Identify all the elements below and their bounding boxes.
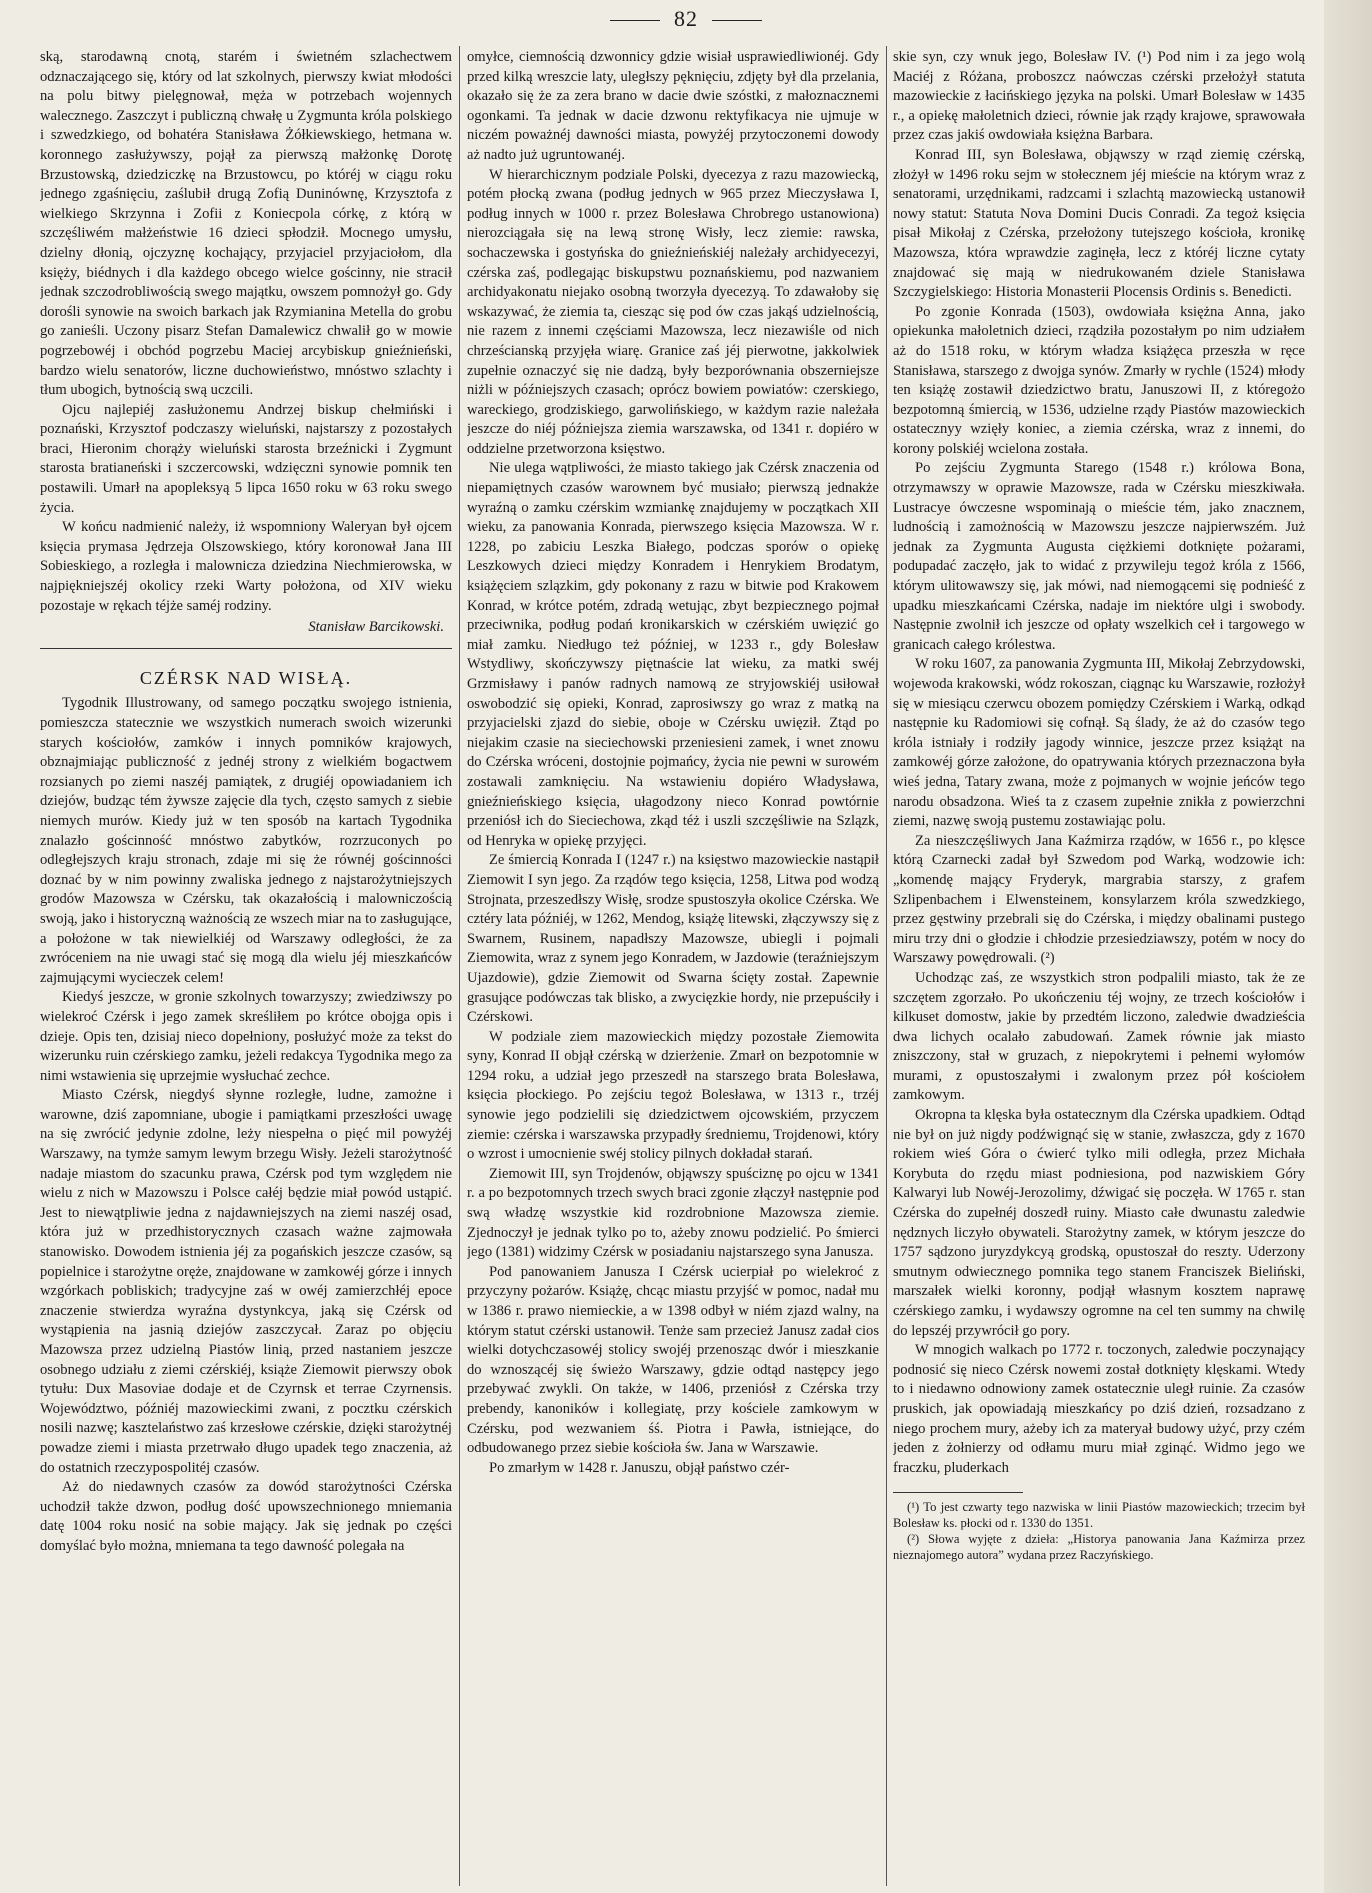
column-left <box>40 48 452 1883</box>
paragraph: Pod panowaniem Janusza I Czérsk ucierpiał po wielekroć z przyczyny pożarów. Książę, chcąc miastu przyjść w pomoc, nadał mu w 1386 r. prawo niemieckie, a w 1398 odbył w niém zjazd walny, na którym statut czérski ustanowił. Tenże sam przecież Janusz zadał cios wielki dotychczasowéj stolicy swojéj przenosząc dwór i mieszkanie do wznoszącéj się świeżo Warszawy, gdzie odtąd następcy jego przebywać zwykli. On także, w 1406, przeniósł z Czérska trzy prebendy, kanoników i kollegiatę, przy kościele zamkowym w Czérsku, pod wezwaniem śś. Piotra i Pawła, istniejące, do odbudowanego przez siebie kościoła św. Jana w Warszawie. <box>467 1263 879 1457</box>
paragraph: Ojcu najlepiéj zasłużonemu Andrzej biskup chełmiński i poznański, Krzysztof podczaszy wieluński, najstarszy z pozostałych braci, Hieronim chorąży wieluński starosta brzeźnicki i Zygmunt starosta bratianeński i szczercowski, wdzięczni synowie pomnik ten postawili. Umarł na apopleksyą 5 lipca 1650 roku w 63 roku swego życia. <box>40 401 452 516</box>
paragraph: W podziale ziem mazowieckich między pozostałe Ziemowita syny, Konrad II objął czérską w dzierżenie. Zmarł on bezpotomnie w 1294 roku, a udział jego przeszedł na starszego brata Bolesława, księcia płockiego. Po zejściu tegoż Bolesława, w 1313 r., trzéj synowie jego podzielili się dziedzictwem ojcowskiém, przyczem ziemie: czérska i warszawska przypadły średniemu, Trojdenowi, który o wzrost i umocnienie swéj stolicy pilnych dokładał starań. <box>467 1028 879 1163</box>
paragraph: Za nieszczęśliwych Jana Kaźmirza rządów, w 1656 r., po klęsce którą Czarnecki zadał był Szwedom pod Warką, wodzowie ich: „komendę mający Fryderyk, margrabia starszy, z grafem Szlipenbachem i Elwensteinem, konsylarzem króla szwedzkiego, przez gęstwiny przebrali się do Czérska, i między obalinami pustego miru trzy dni o głodzie i chłodzie przesiedziawszy, potém w nocy do Warszawy powędrowali. (²) <box>893 832 1305 967</box>
column-right <box>893 48 1305 1883</box>
footnote-separator <box>893 1492 1023 1493</box>
paragraph: Nie ulega wątpliwości, że miasto takiego jak Czérsk znaczenia od niepamiętnych czasów warownem być musiało; pierwszą jednakże wyraźną o zamku czérskim wzmiankę znajdujemy w początkach XII wieku, za panowania Konrada, pierwszego księcia Mazowsza. W r. 1228, po zabiciu Leszka Białego, podczas sporów o opiekę Leszkowych dzieci między Konradem i Henrykiem Brodatym, książęciem szlązkim, gdy pokonany z razu w bitwie pod Krakowem Konrad, w krótce potém, zdradą wetując, zbyt bezpiecznego pojmał przeciwnika, podług podań kronikarskich w czérskiém uwięzić go miał zamku. Niedługo też później, w 1233 r., gdy Bolesław Wstydliwy, skończywszy piętnaście lat wieku, za matki swéj Grzmisławy i panów radnych namową ze stryjowskiéj usiłował oswobodzić się opieki, Konrad, zaprosiwszy go wraz z matką na przyjacielski zjazd do siebie, oboje w Czérsku uwięził. Ztąd po niejakim czasie na sieciechowski przeniesieni zamek, i wnet znowu do Czérska wróceni, dostojnie pojmańcy, życia nie pewni w surowém zostawali zamknięciu. Na wstawieniu dopiéro Władysława, gnieźnieńskiego księcia, ułagodzony nieco Konrad powtórnie przeniósł ich do Sieciechowa, zkąd téż i uszli szczęśliwie na Szlązk, od Henryka w opiekę przyjęci. <box>467 460 879 849</box>
paragraph: W mnogich walkach po 1772 r. toczonych, zaledwie poczynający podnosić się nieco Czérsk nowemi został dotknięty klęskami. Wtedy to i niedawno odnowiony zamek ostatecznie uległ ruinie. Za czasów pruskich, jak opowiadają mieszkańcy po dziś dzień, rozsadzano z niego prochem mury, ażeby ich za materyał budowy użyć, przy czém jeden z żołnierzy od odłamu muru miał zginąć. Widmo jego we fraczku, pluderkach <box>893 1342 1305 1476</box>
paragraph: Po zmarłym w 1428 r. Januszu, objął państwo czér- <box>489 1459 790 1476</box>
paragraph: Miasto Czérsk, niegdyś słynne rozległe, ludne, zamożne i warowne, dziś zapomniane, ubogie i pamiątkami przeszłości uwagę na się zwrócić jedynie zdolne, leży niespełna o pięć mil powyżéj Warszawy, na tymże samym lewym brzegu Wisły. Jeżeli starożytność nadaje miastom do szacunku prawa, Czérsk pod tym względem nie wielu z nich w Mazowszu i Polsce całéj będzie miał powód ustąpić. Jest to niewątpliwie jedna z najdawniejszych na ziemi naszéj osad, która już w przedhistorycznych czasach ważne zajmowała stanowisko. Dowodem istnienia jéj za pogańskich jeszcze czasów, są popielnice i starożytne oręże, znajdowane w zamkowéj górze i innych wzgórkach pobliskich; tradycyjne zaś w owéj zamierzchłéj epoce znaczenie stwierdza wyraźna dystynkcya, jaką się Czérsk od wystąpienia na jasnią dziejów zaszczycał. Zaraz po objęciu Mazowsza przez udzielną Piastów linią, przed nastaniem jeszcze osobnego udziału z ziemi czérskiéj, książe Ziemowit pierwszy obok tytułu: Dux Masoviae dodaje et de Czyrnsk et terrae Czyrnensis. Województwo, późniéj mazowieckimi zwani, z pocztku czérskich nosili nazwę; kasztelaństwo zaś krzesłowe czérskie, dzięki starożytnéj powadze ziemi i miasta przetrwało długo upadek tego znaczenia, aż do ostatnich rzeczypospolitéj czasów. <box>40 1087 452 1476</box>
paragraph: Po zgonie Konrada (1503), owdowiała księżna Anna, jako opiekunka małoletnich dzieci, rządziła pozostałym po nim udziałem aż do 1518 roku, w którym władza książęca przeszła w ręce Stanisława, starszego z dwojga synów. Zmarły w rychle (1524) młody ten książę zostawił dziedzictwo bratu, Januszowi II, z któregożo bezpotomną śmiercią, w 1536, udzielne rządy Piastów mazowieckich ostatecznyy wzięły koniec, a ziemia czérska, wraz z innemi, do korony polskiéj wcielona została. <box>893 303 1305 457</box>
paragraph: Uchodząc zaś, ze wszystkich stron podpalili miasto, tak że ze szczętem zgorzało. Po ukończeniu téj wojny, ze trzech kościołów i kilkuset domostw, jakie by przedtém liczono, zaledwie dwadzieścia dwa lichych ocalało zabudowań. Zamek równie jak miasto zniszczony, stał w gruzach, z niepokrytemi i pełnemi wyłomów murami, z opustoszałymi i zwalonym przez pół kościołem zamkowym. <box>893 969 1305 1104</box>
column-middle <box>467 48 879 1883</box>
column-rule <box>459 46 460 1886</box>
paragraph: W hierarchicznym podziale Polski, dyecezya z razu mazowiecką, potém płocką zwana (podług jednych w 965 przez Mieczysława I, podług innych w 1000 r. przez Bolesława Chrobrego ustanowiona) nierozciągała się na lewą stronę Wisły, lecz ziemie: rawska, sochaczewska i gostyńska do gnieźnieńskiéj należały archidyecezyi, czérska zaś, podlegając biskupstwu poznańskiemu, pod nazwaniem archidyakonatu niejako osobną tworzyła dyecezyą. To zdawałoby się wskazywać, że ziemia ta, ciesząc się pod ów czas jakąś udzielnością, nie razem z innemi częściami Mazowsza, lecz niezawiśle od nich chrześcianską przyjęła wiarę. Granice zaś jéj pierwotne, jakkolwiek zupełnie oznaczyć się nie dadzą, były bezporównania obszerniejsze niżli w późniejszych czasach; oprócz bowiem powiatów: czerskiego, wareckiego, grodziskiego, garwolińskiego, w każdym razie należała jeszcze do niéj późniejsza ziemia warszawska, od 1341 r. dopiéro w oddzielne przetworzona księstwo. <box>467 166 879 457</box>
paragraph: omyłce, ciemnością dzwonnicy gdzie wisiał usprawiedliwionéj. Gdy przed kilką wreszcie laty, uległszy pęknięciu, zdjęty był dla przelania, okazało się że za zera brano w dacie dwie szóstki, z małoznacznemi ogonkami. Ta jednak w dacie dzwonu rektyfikacya nie ujmuje w niczém poważnéj dawności miasta, powyżéj przytoczonemi dowody aż nadto już ugruntowanéj. <box>467 49 879 163</box>
paragraph: Tygodnik Illustrowany, od samego początku swojego istnienia, pomieszcza statecznie we wszystkich numerach swoich wizerunki starych kościołów, zamków i innych pomników krajowych, obznajmiając publiczność z jednéj strony z wielkiém bogactwem rozsianych po ziemi naszéj pamiątek, z drugiéj opowiadaniem ich dziejów, budząc tém żywsze zajęcie dla tych, często samych z siebie niemych murów. Kiedy już w ten sposób na kartach Tygodnika znalazło gościnność mnóstwo zabytków, rozrzuconych po odległejszych kraju stronach, zdaje mi się że równéj gościnności doznać by w nim powinny zwaliska jednego z najstarożytniejszych grodów Mazowsza w Czérsku, tak okazałością i malowniczością swoją, jako i historyczną ważnością ze wszech miar na to zasługujące, a położone w tak niewielkiéj od Warszawy odległości, że za zwróceniem na nie uwagi stać się mogą dla wielu jéj mieszkańców zajmującymi wycieczek celem! <box>40 695 452 986</box>
paragraph: Okropna ta klęska była ostatecznym dla Czérska upadkiem. Odtąd nie był on już nigdy podźwignąć się w stanie, zwłaszcza, gdy z 1670 rokiem wieś Góra o ćwierć tylko mili odległa, przez Michała Korybuta do rzędu miast podniesiona, pod nazwiskiem Góry Kalwaryi lub Nowéj-Jerozolimy, dźwigać się poczęła. W 1765 r. stan Czérska do zupełnéj doszedł ruiny. Miasto całe dwunastu zaledwie nędznych liczyło obywateli. Starożytny zamek, w którym jeszcze do 1757 sądzono juryzdykcyą grodską, opustoszał do reszty. Uderzony smutnym odwiecznego pomnika tego stanem Franciszek Bieliński, marszałek wielki koronny, podjął własnym kosztem naprawę czérskiego zamku, i wydawszy ogromne na cel ten summy na chwilę do lepszéj przywrócił go pory. <box>893 1107 1305 1339</box>
paragraph: Kiedyś jeszcze, w gronie szkolnych towarzyszy; zwiedziwszy po wielekroć Czérsk i jego zamek skreśliłem po krótce obojga opis i dzieje. Opis ten, dzisiaj nieco dopełniony, posłużyć może za tekst do wizerunku ruin czérskiego zamku, jeżeli redakcya Tygodnika mego za nimi wstawienia się uprzejmie wysłuchać zechce. <box>40 989 452 1084</box>
paragraph: W roku 1607, za panowania Zygmunta III, Mikołaj Zebrzydowski, wojewoda krakowski, wódz rokoszan, ciągnąc ku Warszawie, rozłożył się w miesiącu czerwcu obozem pomiędzy Czérskiem i Warką, odkąd następnie ku Radomiowi się cofnął. Są ślady, że aż do czasów tego króla istniały i rodziły jagody winnice, jeszcze przez książąt na zamkowéj górze założone, do opatrywania których przeznaczona była wieś jedna, Tatary zwana, może z pojmanych w wojnie jeńców tego narodu obsadzona. Wieś ta z czasem zupełnie znikła z powierzchni ziemi, nazwę swoją pustemu zostawiając polu. <box>893 656 1305 830</box>
article-title: CZÉRSK NAD WISŁĄ. <box>139 667 353 688</box>
paragraph: Aż do niedawnych czasów za dowód starożytności Czérska uchodził także dzwon, podług dość upowszechnionego mniemania datę 1004 roku nosić na sobie mający. Jak się jednak po części domyślać było można, mniemana ta tego dawność polegała na <box>40 1479 452 1554</box>
paragraph: Ziemowit III, syn Trojdenów, objąwszy spuściznę po ojcu w 1341 r. a po bezpotomnych trzech swych braci zgonie złączył następnie pod swą władzę wszystkie kid rozdrobnione Mazowsza ziemie. Zjednoczył je jednak tylko po to, ażeby znowu podzielić. Po śmierci jego (1381) widzimy Czérsk w posiadaniu najstarszego syna Janusza. <box>467 1165 879 1261</box>
page-number: 82 <box>0 6 1372 32</box>
author-signature: Stanisław Barcikowski. <box>308 619 444 636</box>
paragraph: Konrad III, syn Bolesława, objąwszy w rząd ziemię czérską, złożył w 1496 roku sejm w stołecznem jéj mieście na którym wraz z senatorami, urzędnikami, radzcami i szlachtą mazowiecką ustanowił nowy statut: Statuta Nova Domini Ducis Conradi. Za tegoż księcia pisał Mikołaj z Czérska, przełożony tutejszego kościoła, kronikę Mazowsza, która wprawdzie zaginęła, lecz z któréj liczne cytaty znajdować się mają w niedrukowaném dziele Stanisława Szczygielskiego: Historia Monasterii Plocensis Ordinis s. Benedicti. <box>893 146 1305 301</box>
paragraph: ską, starodawną cnotą, starém i świetném szlachectwem odznaczającego się, który od lat szkolnych, pierwszy kwiat młodości na polu bitwy pielęgnował, męża w potrzebach wojennych walecznego. Zaszczyt i publiczną chwałę u Zygmunta króla polskiego i szwedzkiego, od bohatéra Stanisława Żółkiewskiego, hetmana w. koronnego zasłużywszy, pojął za pierwszą małżonkę Dorotę Brzustowską, dziedziczkę na Brzustowcu, po któréj w ciągu roku jednego zgaśnięciu, zaślubił drugą Zofią Duninównę, Krzysztofa z wielkiego Skrzynna i Zofii z Koniecpola córkę, z którą w szczęśliwém małżeństwie 16 dzieci spłodził. Mocnego umysłu, dzielny dłonią, ojczyznę kochający, przyjaciel przyjaciołom, dla księży, biédnych i dla każdego obcego wielce gościnny, nie stracił jednak szczodrobliwością swego majątku, owszem pomnożył go. Gdy dorośli synowie na swoich barkach jak Rzymianina Metella do grobu go zanieśli. Uczony pisarz Stefan Damalewicz chwalił go w mowie pogrzebowéj i obchód pogrzebu Maciej arcybiskup gnieźnieński, bardzo wielu senatorów, liczne duchowieństwo, mnóstwo szlachty i tłum ubogich, bytnością swą uczcili. <box>40 49 452 399</box>
paragraph: Po zejściu Zygmunta Starego (1548 r.) królowa Bona, otrzymawszy w oprawie Mazowsze, rada w Czérsku mieszkiwała. Lustracye ówczesne wspominają o mieście tém, jako znacznem, ludnością i zamożnością w Mazowszu jeszcze najpierwszém. Już jednak za Zygmunta Augusta ciężkiemi dotknięte pożarami, podupadać zaczęło, jak to widać z przywileju tegoż króla z 1566, którym ulitowawszy się, jak mówi, nad niemogącemi się podnieść z upadku mieszkańcami Czérska, nadaje im niektóre ulgi i swobody. Następnie zwolnił ich jeszcze od opłaty wszelkich ceł i targowego w granicach całego królestwa. <box>893 460 1305 653</box>
column-rule <box>886 46 887 1886</box>
paragraph: skie syn, czy wnuk jego, Bolesław IV. (¹) Pod nim i za jego wolą Maciéj z Różana, proboszcz naówczas czérski przełożył statuta mazowieckie z łacińskiego języka na polski. Umarł Bolesław w 1435 r., a opiekę małoletnich dzieci, równie jak rządy krajowe, sprawowała przez czas jakiś owdowiała księżna Barbara. <box>893 49 1305 144</box>
footnote: (²) Słowa wyjęte z dzieła: „Historya panowania Jana Kaźmirza przez nieznajomego autora” wydana przez Raczyńskiego. <box>893 1532 1305 1563</box>
article-separator <box>40 648 452 649</box>
paragraph: W końcu nadmienić należy, iż wspomniony Waleryan był ojcem księcia prymasa Jędrzeja Olszowskiego, który koronował Jana III Sobieskiego, a rozległa i malownicza dziedzina Niechmierowska, w najpiękniejszéj okolicy rzeki Warty położona, od XIV wieku pozostaje w rękach téjże saméj rodziny. <box>40 519 452 614</box>
paragraph: Ze śmiercią Konrada I (1247 r.) na księstwo mazowieckie nastąpił Ziemowit I syn jego. Za rządów tego księcia, 1258, Litwa pod wodzą Strojnata, przeszedłszy Wisłę, srodze spustoszyła okolice Czérska. We cztéry lata późniéj, w 1262, Mendog, książę litewski, złączywszy się z Swarnem, Rusinem, napadłszy Mazowsze, ubiegli i pojmali Ziemowita, wraz z synem jego Konradem, w Jazdowie (teraźniejszym Ujazdowie), gdzie Ziemowit od Swarna ścięty został. Zapewnie grasujące podówczas tak blisko, a zwycięzkie hordy, nie przepuściły i Czérskowi. <box>467 852 879 1026</box>
adjacent-page-edge <box>1324 0 1372 1893</box>
footnote: (¹) To jest czwarty tego nazwiska w linii Piastów mazowieckich; trzecim był Bolesław ks. płocki od r. 1330 do 1351. <box>893 1500 1305 1531</box>
